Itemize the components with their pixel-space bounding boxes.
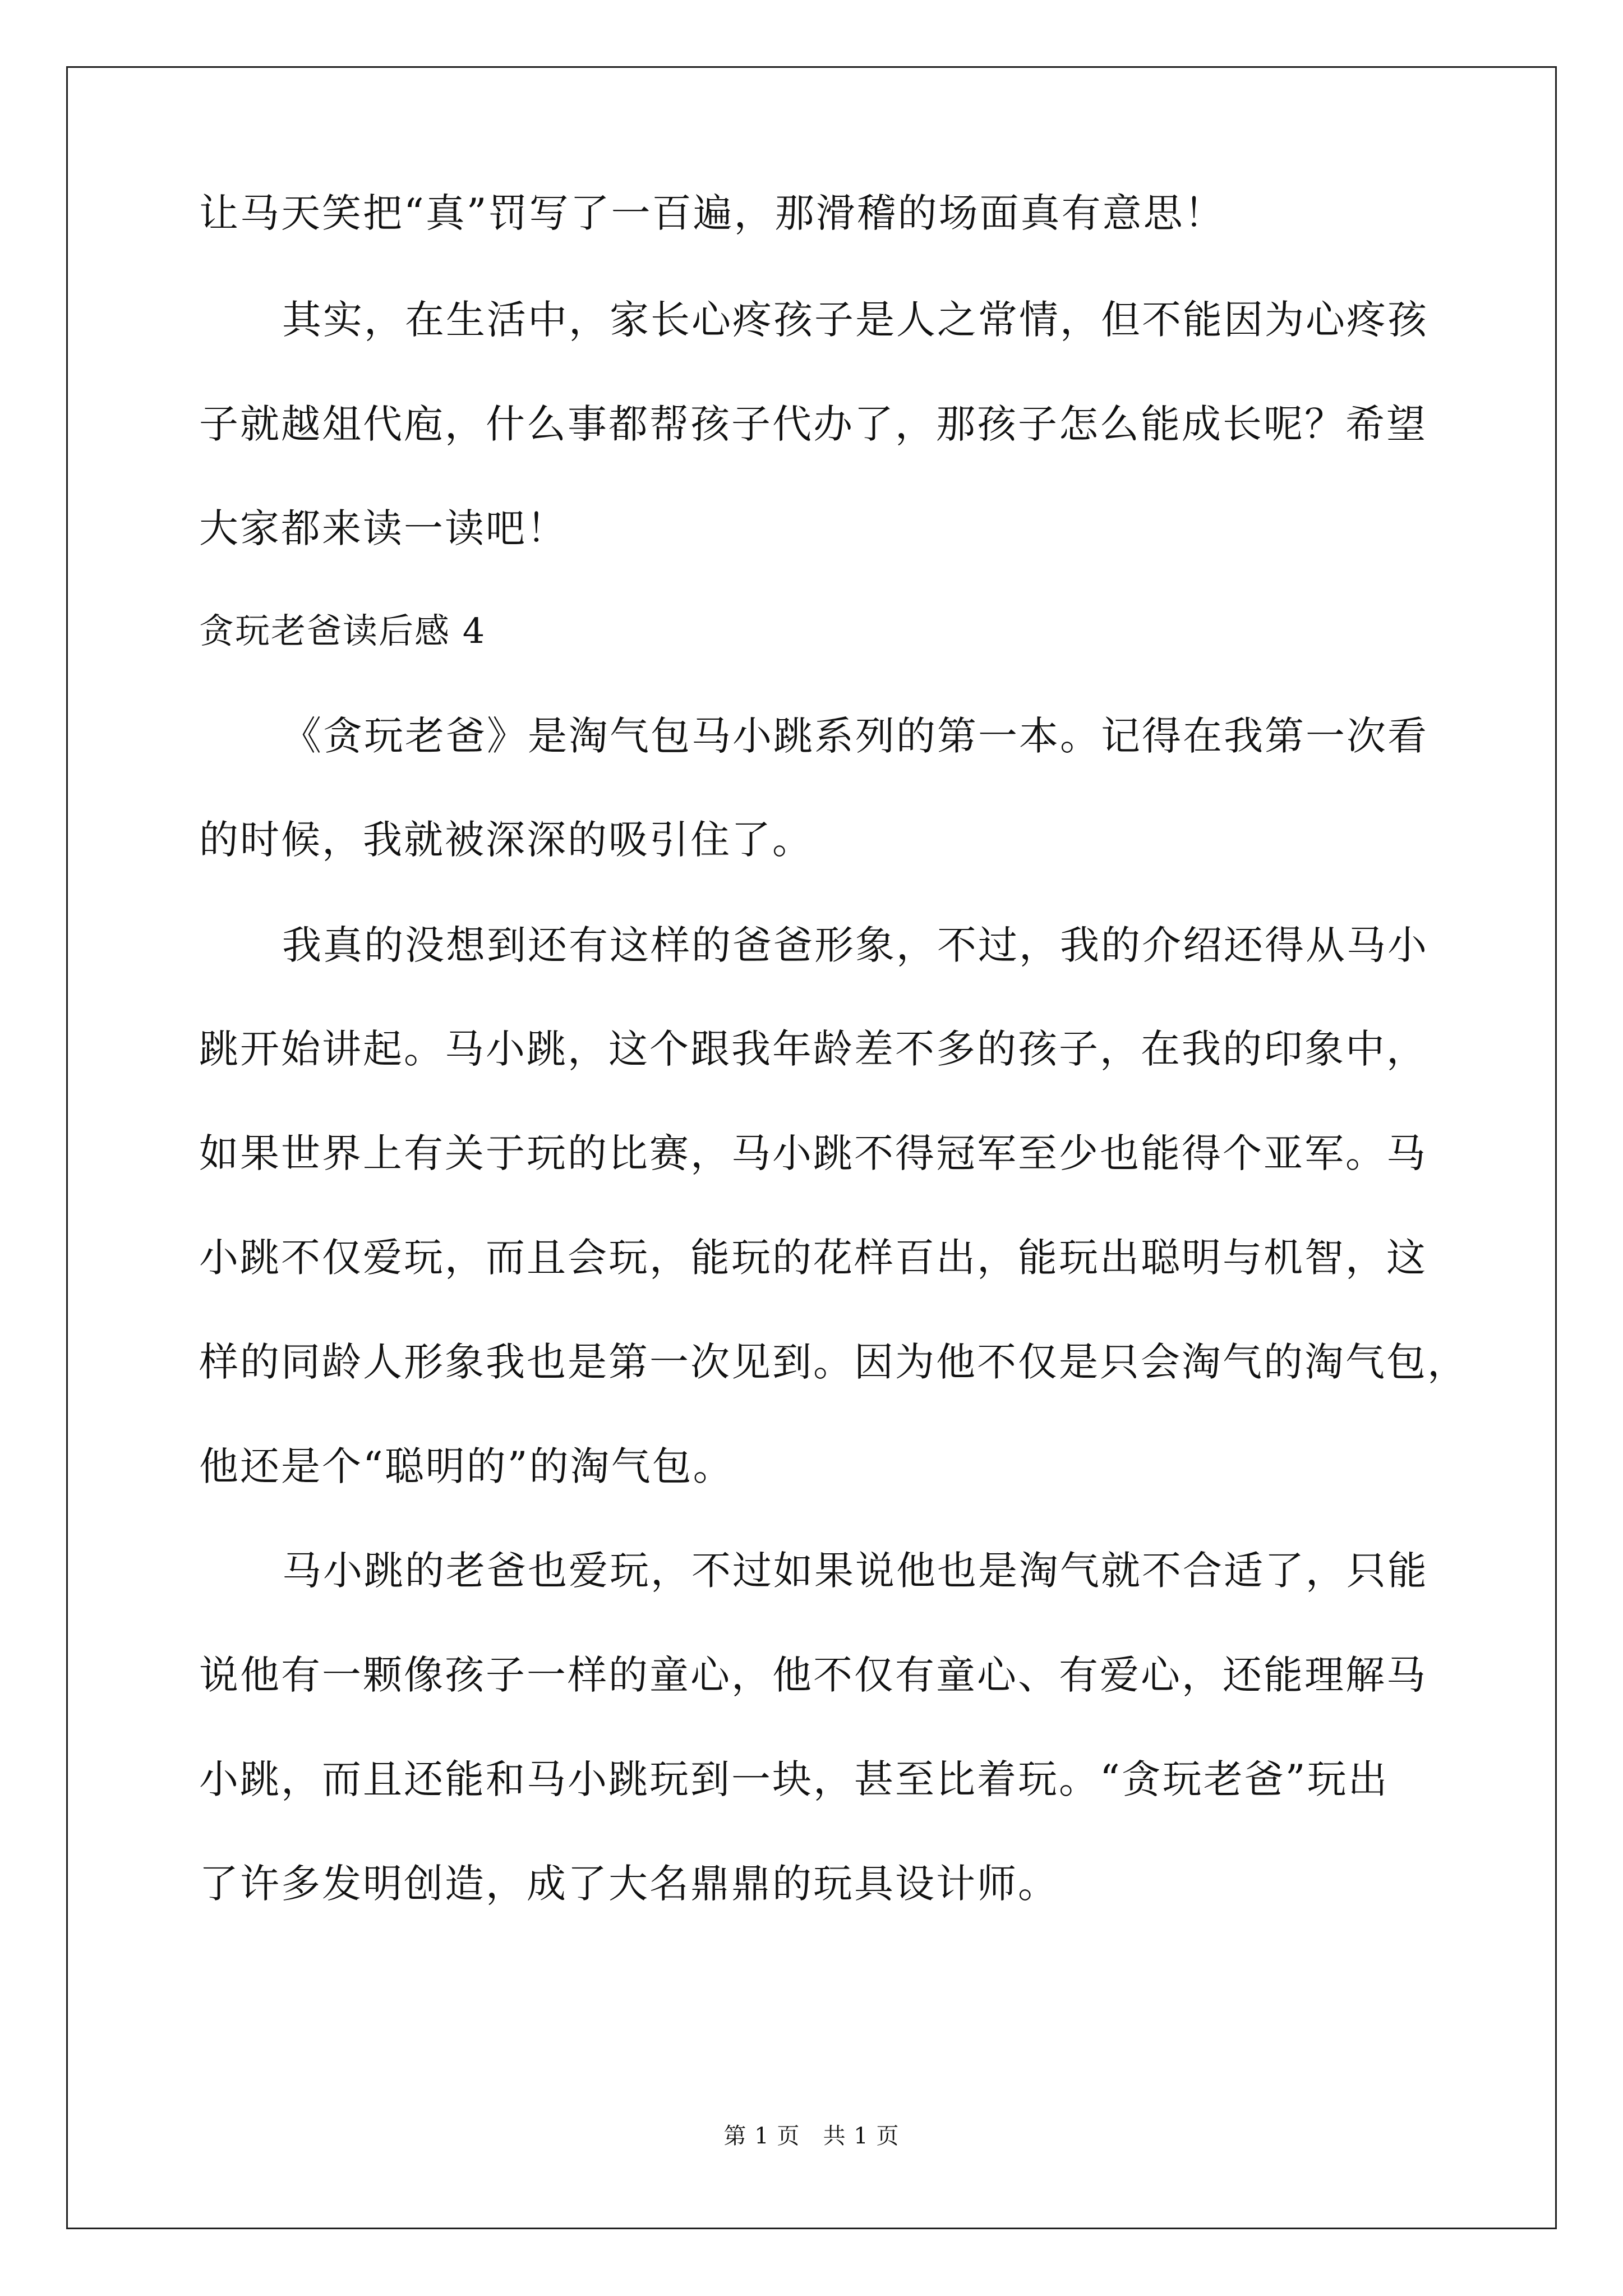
paragraph-line: 了许多发明创造，成了大名鼎鼎的玩具设计师。: [199, 1861, 1059, 1907]
paragraph-line: 马小跳的老爸也爱玩，不过如果说他也是淘气就不合适了，只能: [282, 1548, 1428, 1594]
page-number-footer: 第 1 页 共 1 页: [723, 2123, 900, 2149]
paragraph-line: 跳开始讲起。马小跳，这个跟我年龄差不多的孩子，在我的印象中，: [199, 1026, 1427, 1072]
paragraph-line: 大家都来读一读吧！: [199, 505, 568, 551]
paragraph-line: 子就越俎代庖，什么事都帮孩子代办了，那孩子怎么能成长呢？希望: [199, 401, 1427, 447]
paragraph-line: 如果世界上有关于玩的比赛，马小跳不得冠军至少也能得个亚军。马: [199, 1130, 1427, 1176]
paragraph-line: 说他有一颗像孩子一样的童心，他不仅有童心、有爱心，还能理解马: [199, 1652, 1427, 1698]
paragraph-line: 的时候，我就被深深的吸引住了。: [199, 817, 813, 863]
paragraph-line: 样的同龄人形象我也是第一次见到。因为他不仅是只会淘气的淘气包，: [199, 1339, 1468, 1385]
paragraph-line: 《贪玩老爸》是淘气包马小跳系列的第一本。记得在我第一次看: [282, 713, 1428, 759]
paragraph-line: 小跳，而且还能和马小跳玩到一块，甚至比着玩。“贪玩老爸”玩出: [199, 1756, 1389, 1802]
paragraph-line: 小跳不仅爱玩，而且会玩，能玩的花样百出，能玩出聪明与机智，这: [199, 1235, 1427, 1281]
paragraph-line: 他还是个“聪明的”的淘气包。: [199, 1443, 734, 1489]
paragraph-line: 我真的没想到还有这样的爸爸形象，不过，我的介绍还得从马小: [282, 922, 1428, 968]
section-heading: 贪玩老爸读后感 4: [199, 610, 486, 651]
paragraph-line: 让马天笑把“真”罚写了一百遍，那滑稽的场面真有意思！: [199, 190, 1225, 236]
paragraph-line: 其实，在生活中，家长心疼孩子是人之常情，但不能因为心疼孩: [282, 297, 1428, 343]
